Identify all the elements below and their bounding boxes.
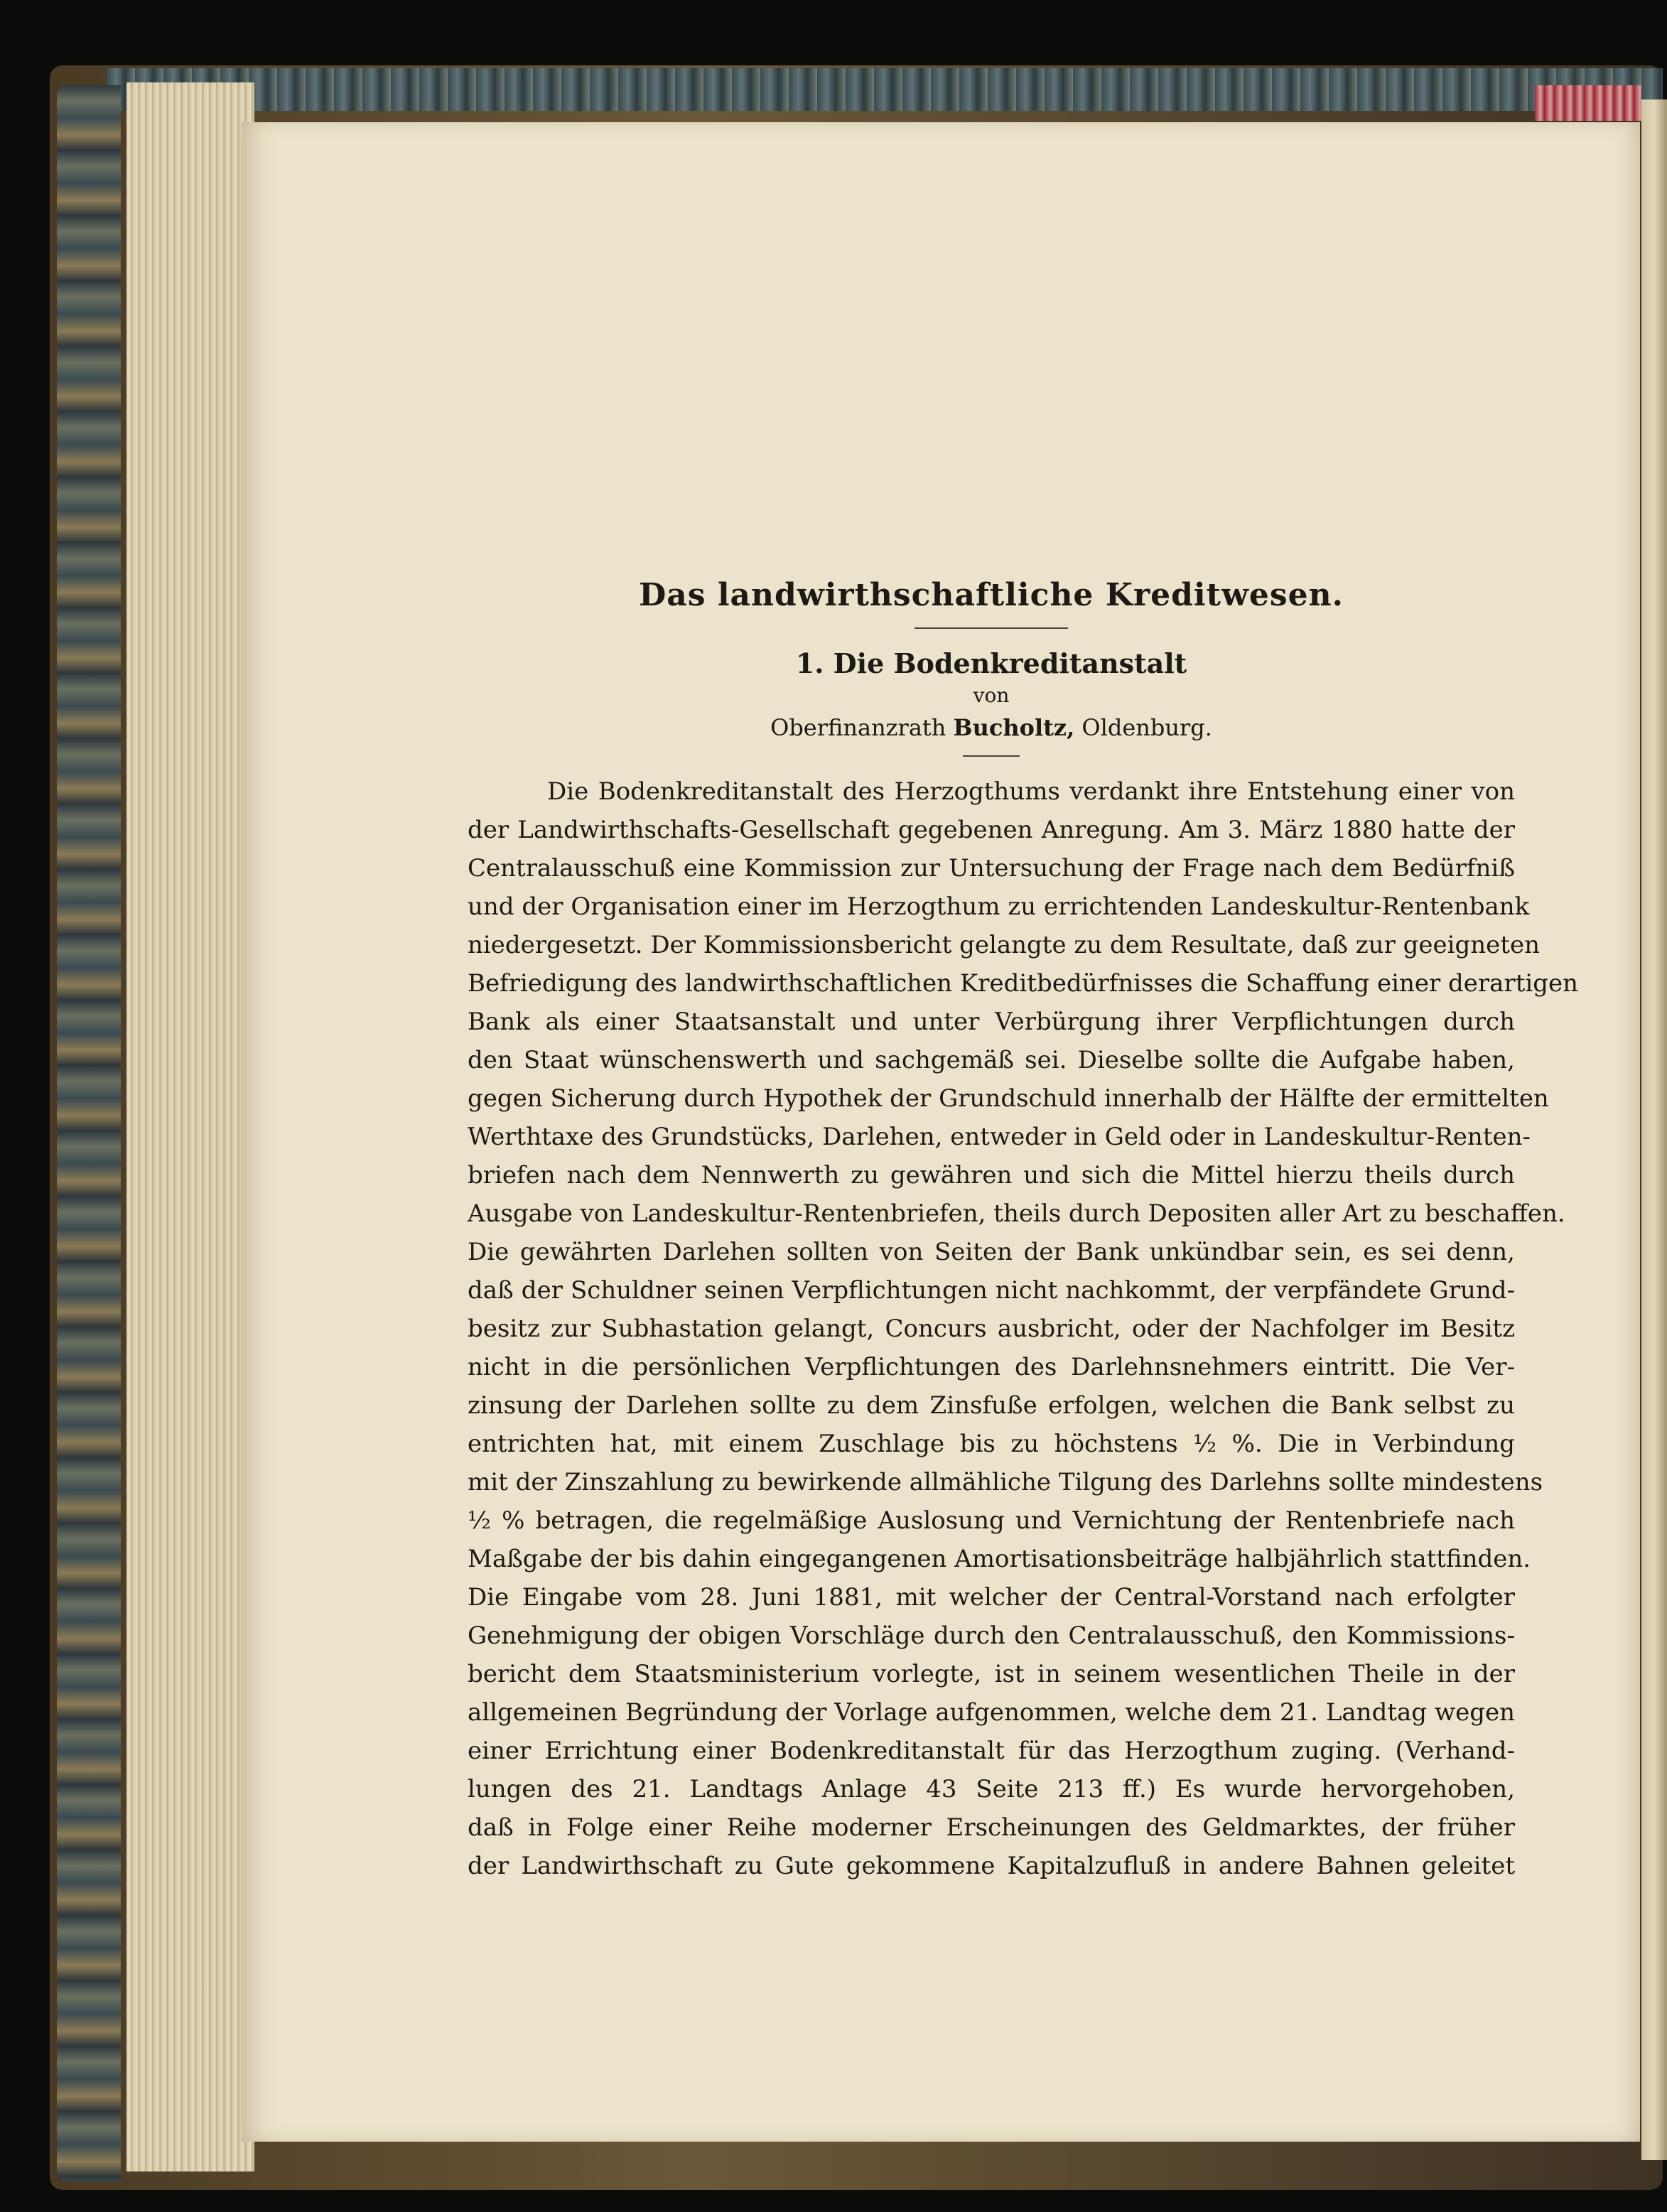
section-title: 1. Die Bodenkreditanstalt: [795, 647, 1187, 679]
body-line: bericht dem Staatsministerium vorlegte, ist in seinem wesentlichen Theile in der: [468, 1660, 1515, 1688]
stacked-page-edges: [126, 82, 254, 2171]
body-line: Die gewährten Darlehen sollten von Seiten der Bank unkündbar sein, es sei denn,: [468, 1238, 1515, 1266]
body-line: und der Organisation einer im Herzogthum zu errichtenden Landeskultur-Rentenbank: [468, 892, 1530, 921]
bookmark-ribbon: [1535, 85, 1641, 121]
title-divider: [915, 627, 1068, 629]
body-line: Befriedigung des landwirthschaftlichen Kreditbedürfnisses die Schaffung einer derartigen: [468, 969, 1579, 998]
author-prefix: Oberfinanzrath: [770, 714, 946, 741]
body-line: daß in Folge einer Reihe moderner Erscheinungen des Geldmarktes, der früher: [468, 1813, 1515, 1842]
body-line: besitz zur Subhastation gelangt, Concurs ausbricht, oder der Nachfolger im Besitz: [468, 1315, 1515, 1343]
body-line: gegen Sicherung durch Hypothek der Grundschuld innerhalb der Hälfte der ermittelten: [468, 1084, 1549, 1113]
body-line: daß der Schuldner seinen Verpflichtungen nicht nachkommt, der verpfändete Grund-: [468, 1276, 1515, 1305]
body-line: zinsung der Darlehen sollte zu dem Zinsfuße erfolgen, welchen die Bank selbst zu: [468, 1391, 1515, 1420]
body-line: Werthtaxe des Grundstücks, Darlehen, entweder in Geld oder in Landeskultur-Renten-: [468, 1123, 1531, 1151]
body-line: der Landwirthschafts-Gesellschaft gegebenen Anregung. Am 3. März 1880 hatte der: [468, 816, 1515, 844]
body-line: Die Eingabe vom 28. Juni 1881, mit welcher der Central-Vorstand nach erfolgter: [468, 1583, 1515, 1612]
body-line: entrichten hat, mit einem Zuschlage bis zu höchstens ½ %. Die in Verbindung: [468, 1430, 1515, 1458]
author-line: [468, 714, 1515, 741]
body-line: den Staat wünschenswerth und sachgemäß sei. Dieselbe sollte die Aufgabe haben,: [468, 1046, 1515, 1074]
author-divider: [963, 755, 1020, 757]
author-place: Oldenburg.: [1081, 714, 1212, 741]
article-title: Das landwirthschaftliche Kreditwesen.: [639, 577, 1344, 613]
facing-page-edge: [1641, 99, 1667, 2160]
body-line: ½ % betragen, die regelmäßige Auslosung und Vernichtung der Rentenbriefe nach: [468, 1506, 1515, 1535]
body-line: einer Errichtung einer Bodenkreditanstalt für das Herzogthum zuging. (Verhand-: [468, 1737, 1515, 1765]
marbled-page-edge: [57, 85, 121, 2181]
author-name: Bucholtz,: [953, 714, 1075, 741]
body-line: lungen des 21. Landtags Anlage 43 Seite 213 ff.) Es wurde hervorgehoben,: [468, 1775, 1515, 1803]
body-line: Die Bodenkreditanstalt des Herzogthums verdankt ihre Entstehung einer von: [547, 777, 1515, 806]
body-line: Centralausschuß eine Kommission zur Untersuchung der Frage nach dem Bedürfniß: [468, 854, 1515, 883]
body-line: Ausgabe von Landeskultur-Rentenbriefen, theils durch Depositen aller Art zu beschaffen.: [468, 1199, 1565, 1228]
body-line: allgemeinen Begründung der Vorlage aufgenommen, welche dem 21. Landtag wegen: [468, 1698, 1515, 1727]
body-line: Maßgabe der bis dahin eingegangenen Amortisationsbeiträge halbjährlich stattfinden.: [468, 1545, 1531, 1573]
article: [468, 577, 1579, 1885]
body-line: der Landwirthschaft zu Gute gekommene Kapitalzufluß in andere Bahnen geleitet: [468, 1852, 1515, 1880]
book-page: [242, 122, 1640, 2142]
by-line: von: [973, 684, 1010, 707]
body-line: nicht in die persönlichen Verpflichtungen des Darlehnsnehmers eintritt. Die Ver-: [468, 1353, 1515, 1381]
body-line: niedergesetzt. Der Kommissionsbericht gelangte zu dem Resultate, daß zur geeigneten: [468, 931, 1540, 959]
body-line: Bank als einer Staatsanstalt und unter Verbürgung ihrer Verpflichtungen durch: [468, 1008, 1515, 1036]
body-line: mit der Zinszahlung zu bewirkende allmähliche Tilgung des Darlehns sollte mindestens: [468, 1468, 1543, 1496]
body-text: [468, 772, 1579, 1885]
book-top-edge: [107, 68, 1663, 111]
body-line: Genehmigung der obigen Vorschläge durch den Centralausschuß, den Kommissions-: [468, 1622, 1515, 1650]
body-line: briefen nach dem Nennwerth zu gewähren und sich die Mittel hierzu theils durch: [468, 1161, 1515, 1189]
